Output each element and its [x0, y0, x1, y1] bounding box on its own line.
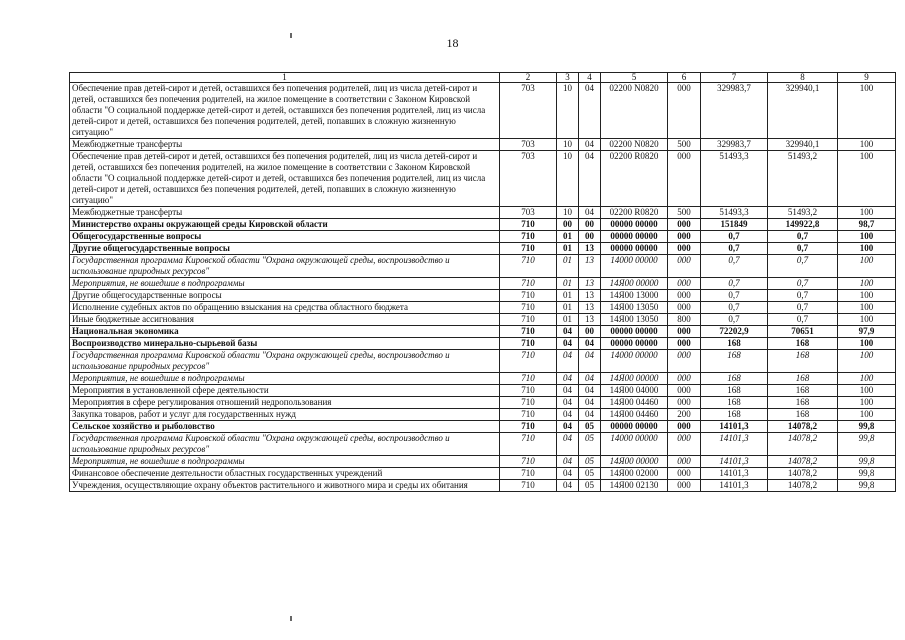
expense-type-cell: 000: [668, 397, 701, 409]
scan-speck-bottom: [290, 616, 292, 621]
expense-type-cell: 000: [668, 151, 701, 207]
target-article-cell: 14Я00 00000: [601, 278, 668, 290]
col-header-2: 2: [500, 73, 557, 83]
table-row: [70, 314, 896, 326]
expense-type-cell: 000: [668, 83, 701, 139]
expense-type-cell: 200: [668, 409, 701, 421]
row-name-cell: Государственная программа Кировской области "Охрана окружающей среды, воспроизводство и использование природных ресурсов": [70, 255, 500, 278]
subsection-cell: 04: [579, 373, 601, 385]
target-article-cell: 14Я00 02000: [601, 468, 668, 480]
expense-type-cell: 000: [668, 350, 701, 373]
subsection-cell: 04: [579, 397, 601, 409]
target-article-cell: 14Я00 00000: [601, 373, 668, 385]
expense-type-cell: 800: [668, 314, 701, 326]
section-cell: 04: [557, 409, 579, 421]
chapter-cell: 710: [500, 243, 557, 255]
chapter-cell: 710: [500, 433, 557, 456]
section-cell: 04: [557, 326, 579, 338]
percent-cell: 99,8: [838, 433, 896, 456]
chapter-cell: 710: [500, 468, 557, 480]
planned-amount-cell: 0,7: [701, 314, 768, 326]
planned-amount-cell: 14101,3: [701, 468, 768, 480]
planned-amount-cell: 168: [701, 338, 768, 350]
chapter-cell: 710: [500, 373, 557, 385]
row-name-cell: Мероприятия, не вошедшие в подпрограммы: [70, 278, 500, 290]
planned-amount-cell: 51493,3: [701, 151, 768, 207]
executed-amount-cell: 14078,2: [768, 456, 838, 468]
expense-type-cell: 000: [668, 231, 701, 243]
subsection-cell: 13: [579, 302, 601, 314]
percent-cell: 99,8: [838, 480, 896, 492]
table-row: [70, 302, 896, 314]
chapter-cell: 710: [500, 231, 557, 243]
row-name-cell: Другие общегосударственные вопросы: [70, 290, 500, 302]
section-cell: 04: [557, 338, 579, 350]
chapter-cell: 710: [500, 255, 557, 278]
percent-cell: 99,8: [838, 468, 896, 480]
target-article-cell: 14Я00 13000: [601, 290, 668, 302]
row-name-cell: Сельское хозяйство и рыболовство: [70, 421, 500, 433]
target-article-cell: 14000 00000: [601, 350, 668, 373]
table-row: [70, 421, 896, 433]
section-cell: 01: [557, 231, 579, 243]
table-row: [70, 385, 896, 397]
percent-cell: 100: [838, 373, 896, 385]
scan-speck-top: [290, 33, 292, 38]
row-name-cell: Воспроизводство минерально-сырьевой базы: [70, 338, 500, 350]
executed-amount-cell: 168: [768, 385, 838, 397]
chapter-cell: 710: [500, 338, 557, 350]
table-row: [70, 207, 896, 219]
table-body: [70, 83, 896, 492]
col-header-9: 9: [838, 73, 896, 83]
chapter-cell: 710: [500, 409, 557, 421]
page-number: 18: [446, 36, 459, 50]
subsection-cell: 13: [579, 278, 601, 290]
percent-cell: 100: [838, 139, 896, 151]
percent-cell: 100: [838, 231, 896, 243]
col-header-8: 8: [768, 73, 838, 83]
percent-cell: 100: [838, 397, 896, 409]
chapter-cell: 710: [500, 314, 557, 326]
executed-amount-cell: 168: [768, 397, 838, 409]
expense-type-cell: 000: [668, 290, 701, 302]
expense-type-cell: 000: [668, 278, 701, 290]
expense-type-cell: 000: [668, 255, 701, 278]
planned-amount-cell: 0,7: [701, 290, 768, 302]
budget-table: [69, 72, 896, 492]
planned-amount-cell: 0,7: [701, 278, 768, 290]
table-row: [70, 139, 896, 151]
chapter-cell: 710: [500, 480, 557, 492]
row-name-cell: Государственная программа Кировской области "Охрана окружающей среды, воспроизводство и использование природных ресурсов": [70, 350, 500, 373]
subsection-cell: 13: [579, 314, 601, 326]
section-cell: 04: [557, 385, 579, 397]
target-article-cell: 14Я00 13050: [601, 314, 668, 326]
table-row: [70, 409, 896, 421]
row-name-cell: Государственная программа Кировской области "Охрана окружающей среды, воспроизводство и использование природных ресурсов": [70, 433, 500, 456]
subsection-cell: 00: [579, 231, 601, 243]
table-row: [70, 290, 896, 302]
table-row: [70, 151, 896, 207]
subsection-cell: 13: [579, 243, 601, 255]
row-name-cell: Межбюджетные трансферты: [70, 139, 500, 151]
percent-cell: 100: [838, 151, 896, 207]
executed-amount-cell: 168: [768, 350, 838, 373]
target-article-cell: 02200 R0820: [601, 207, 668, 219]
percent-cell: 100: [838, 207, 896, 219]
section-cell: 04: [557, 397, 579, 409]
executed-amount-cell: 0,7: [768, 314, 838, 326]
percent-cell: 97,9: [838, 326, 896, 338]
section-cell: 10: [557, 207, 579, 219]
subsection-cell: 04: [579, 409, 601, 421]
target-article-cell: 02200 R0820: [601, 151, 668, 207]
chapter-cell: 710: [500, 456, 557, 468]
table-row: [70, 468, 896, 480]
planned-amount-cell: 168: [701, 397, 768, 409]
target-article-cell: 14Я00 04000: [601, 385, 668, 397]
table-row: [70, 350, 896, 373]
column-number-row: [70, 73, 896, 83]
table-row: [70, 278, 896, 290]
col-header-1: 1: [70, 73, 500, 83]
target-article-cell: 00000 00000: [601, 326, 668, 338]
expense-type-cell: 000: [668, 456, 701, 468]
table-row: [70, 83, 896, 139]
row-name-cell: Национальная экономика: [70, 326, 500, 338]
section-cell: 10: [557, 83, 579, 139]
expense-type-cell: 000: [668, 338, 701, 350]
table-row: [70, 231, 896, 243]
executed-amount-cell: 168: [768, 338, 838, 350]
row-name-cell: Мероприятия, не вошедшие в подпрограммы: [70, 456, 500, 468]
planned-amount-cell: 168: [701, 373, 768, 385]
expense-type-cell: 000: [668, 468, 701, 480]
executed-amount-cell: 329940,1: [768, 83, 838, 139]
executed-amount-cell: 51493,2: [768, 207, 838, 219]
expense-type-cell: 000: [668, 243, 701, 255]
executed-amount-cell: 149922,8: [768, 219, 838, 231]
percent-cell: 100: [838, 83, 896, 139]
section-cell: 04: [557, 433, 579, 456]
section-cell: 01: [557, 243, 579, 255]
section-cell: 01: [557, 278, 579, 290]
percent-cell: 100: [838, 385, 896, 397]
col-header-3: 3: [557, 73, 579, 83]
row-name-cell: Межбюджетные трансферты: [70, 207, 500, 219]
executed-amount-cell: 51493,2: [768, 151, 838, 207]
executed-amount-cell: 0,7: [768, 255, 838, 278]
percent-cell: 99,8: [838, 456, 896, 468]
planned-amount-cell: 329983,7: [701, 83, 768, 139]
expense-type-cell: 000: [668, 433, 701, 456]
section-cell: 04: [557, 373, 579, 385]
row-name-cell: Мероприятия, не вошедшие в подпрограммы: [70, 373, 500, 385]
subsection-cell: 04: [579, 139, 601, 151]
row-name-cell: Обеспечение прав детей-сирот и детей, оставшихся без попечения родителей, лиц из числа детей-сирот и детей, оставшихся без попечения родителей, на жилое помещение в соответствии с Законом Кировской области "О социальной поддержке детей-сирот и детей, оставшихся без попечения родителей, лиц из числа детей-сирот и детей, оставшихся без попечения родителей, детей, попавших в сложную жизненную ситуацию": [70, 151, 500, 207]
chapter-cell: 703: [500, 83, 557, 139]
target-article-cell: 00000 00000: [601, 338, 668, 350]
row-name-cell: Иные бюджетные ассигнования: [70, 314, 500, 326]
percent-cell: 98,7: [838, 219, 896, 231]
row-name-cell: Общегосударственные вопросы: [70, 231, 500, 243]
section-cell: 04: [557, 456, 579, 468]
chapter-cell: 710: [500, 326, 557, 338]
target-article-cell: 00000 00000: [601, 243, 668, 255]
executed-amount-cell: 0,7: [768, 302, 838, 314]
subsection-cell: 04: [579, 151, 601, 207]
subsection-cell: 00: [579, 326, 601, 338]
table-row: [70, 433, 896, 456]
percent-cell: 100: [838, 302, 896, 314]
target-article-cell: 00000 00000: [601, 231, 668, 243]
percent-cell: 100: [838, 350, 896, 373]
col-header-6: 6: [668, 73, 701, 83]
executed-amount-cell: 14078,2: [768, 468, 838, 480]
section-cell: 10: [557, 139, 579, 151]
row-name-cell: Исполнение судебных актов по обращению взыскания на средства областного бюджета: [70, 302, 500, 314]
section-cell: 00: [557, 219, 579, 231]
percent-cell: 100: [838, 278, 896, 290]
section-cell: 01: [557, 314, 579, 326]
table-row: [70, 338, 896, 350]
table-row: [70, 480, 896, 492]
percent-cell: 100: [838, 255, 896, 278]
executed-amount-cell: 0,7: [768, 278, 838, 290]
chapter-cell: 710: [500, 290, 557, 302]
section-cell: 04: [557, 350, 579, 373]
expense-type-cell: 000: [668, 421, 701, 433]
expense-type-cell: 000: [668, 373, 701, 385]
subsection-cell: 05: [579, 468, 601, 480]
col-header-4: 4: [579, 73, 601, 83]
chapter-cell: 710: [500, 421, 557, 433]
executed-amount-cell: 0,7: [768, 290, 838, 302]
row-name-cell: Финансовое обеспечение деятельности областных государственных учреждений: [70, 468, 500, 480]
subsection-cell: 00: [579, 219, 601, 231]
row-name-cell: Мероприятия в установленной сфере деятельности: [70, 385, 500, 397]
target-article-cell: 14000 00000: [601, 255, 668, 278]
target-article-cell: 00000 00000: [601, 421, 668, 433]
subsection-cell: 05: [579, 456, 601, 468]
subsection-cell: 13: [579, 255, 601, 278]
table-row: [70, 243, 896, 255]
chapter-cell: 710: [500, 350, 557, 373]
section-cell: 01: [557, 255, 579, 278]
section-cell: 10: [557, 151, 579, 207]
planned-amount-cell: 0,7: [701, 255, 768, 278]
subsection-cell: 13: [579, 290, 601, 302]
subsection-cell: 05: [579, 421, 601, 433]
chapter-cell: 703: [500, 139, 557, 151]
section-cell: 01: [557, 302, 579, 314]
percent-cell: 100: [838, 290, 896, 302]
subsection-cell: 05: [579, 480, 601, 492]
expense-type-cell: 500: [668, 207, 701, 219]
expense-type-cell: 000: [668, 219, 701, 231]
percent-cell: 100: [838, 314, 896, 326]
expense-type-cell: 000: [668, 385, 701, 397]
section-cell: 04: [557, 480, 579, 492]
executed-amount-cell: 168: [768, 373, 838, 385]
executed-amount-cell: 0,7: [768, 231, 838, 243]
planned-amount-cell: 168: [701, 350, 768, 373]
percent-cell: 100: [838, 409, 896, 421]
chapter-cell: 710: [500, 397, 557, 409]
expense-type-cell: 500: [668, 139, 701, 151]
executed-amount-cell: 329940,1: [768, 139, 838, 151]
subsection-cell: 04: [579, 207, 601, 219]
subsection-cell: 04: [579, 350, 601, 373]
planned-amount-cell: 151849: [701, 219, 768, 231]
chapter-cell: 710: [500, 278, 557, 290]
table-row: [70, 456, 896, 468]
planned-amount-cell: 51493,3: [701, 207, 768, 219]
planned-amount-cell: 168: [701, 409, 768, 421]
executed-amount-cell: 14078,2: [768, 421, 838, 433]
target-article-cell: 02200 N0820: [601, 83, 668, 139]
planned-amount-cell: 0,7: [701, 302, 768, 314]
planned-amount-cell: 14101,3: [701, 480, 768, 492]
expense-type-cell: 000: [668, 302, 701, 314]
expense-type-cell: 000: [668, 326, 701, 338]
planned-amount-cell: 168: [701, 385, 768, 397]
executed-amount-cell: 14078,2: [768, 433, 838, 456]
target-article-cell: 14Я00 04460: [601, 397, 668, 409]
target-article-cell: 00000 00000: [601, 219, 668, 231]
executed-amount-cell: 70651: [768, 326, 838, 338]
executed-amount-cell: 168: [768, 409, 838, 421]
chapter-cell: 710: [500, 385, 557, 397]
target-article-cell: 14Я00 02130: [601, 480, 668, 492]
planned-amount-cell: 14101,3: [701, 421, 768, 433]
row-name-cell: Другие общегосударственные вопросы: [70, 243, 500, 255]
table-row: [70, 219, 896, 231]
target-article-cell: 14Я00 00000: [601, 456, 668, 468]
planned-amount-cell: 72202,9: [701, 326, 768, 338]
section-cell: 04: [557, 421, 579, 433]
row-name-cell: Закупка товаров, работ и услуг для государственных нужд: [70, 409, 500, 421]
target-article-cell: 02200 N0820: [601, 139, 668, 151]
target-article-cell: 14000 00000: [601, 433, 668, 456]
row-name-cell: Мероприятия в сфере регулирования отношений недропользования: [70, 397, 500, 409]
executed-amount-cell: 0,7: [768, 243, 838, 255]
table-row: [70, 397, 896, 409]
subsection-cell: 04: [579, 385, 601, 397]
executed-amount-cell: 14078,2: [768, 480, 838, 492]
chapter-cell: 703: [500, 207, 557, 219]
target-article-cell: 14Я00 13050: [601, 302, 668, 314]
subsection-cell: 05: [579, 433, 601, 456]
planned-amount-cell: 0,7: [701, 243, 768, 255]
table-row: [70, 326, 896, 338]
table-row: [70, 373, 896, 385]
target-article-cell: 14Я00 04460: [601, 409, 668, 421]
planned-amount-cell: 14101,3: [701, 433, 768, 456]
subsection-cell: 04: [579, 338, 601, 350]
chapter-cell: 710: [500, 219, 557, 231]
section-cell: 01: [557, 290, 579, 302]
percent-cell: 100: [838, 338, 896, 350]
subsection-cell: 04: [579, 83, 601, 139]
row-name-cell: Обеспечение прав детей-сирот и детей, оставшихся без попечения родителей, лиц из числа детей-сирот и детей, оставшихся без попечения родителей, на жилое помещение в соответствии с Законом Кировской области "О социальной поддержке детей-сирот и детей, оставшихся без попечения родителей, лиц из числа детей-сирот и детей, оставшихся без попечения родителей, детей, попавших в сложную жизненную ситуацию": [70, 83, 500, 139]
col-header-5: 5: [601, 73, 668, 83]
chapter-cell: 710: [500, 302, 557, 314]
table-row: [70, 255, 896, 278]
planned-amount-cell: 329983,7: [701, 139, 768, 151]
planned-amount-cell: 0,7: [701, 231, 768, 243]
planned-amount-cell: 14101,3: [701, 456, 768, 468]
section-cell: 04: [557, 468, 579, 480]
col-header-7: 7: [701, 73, 768, 83]
percent-cell: 99,8: [838, 421, 896, 433]
row-name-cell: Учреждения, осуществляющие охрану объектов растительного и животного мира и среды их обитания: [70, 480, 500, 492]
chapter-cell: 703: [500, 151, 557, 207]
expense-type-cell: 000: [668, 480, 701, 492]
row-name-cell: Министерство охраны окружающей среды Кировской области: [70, 219, 500, 231]
percent-cell: 100: [838, 243, 896, 255]
